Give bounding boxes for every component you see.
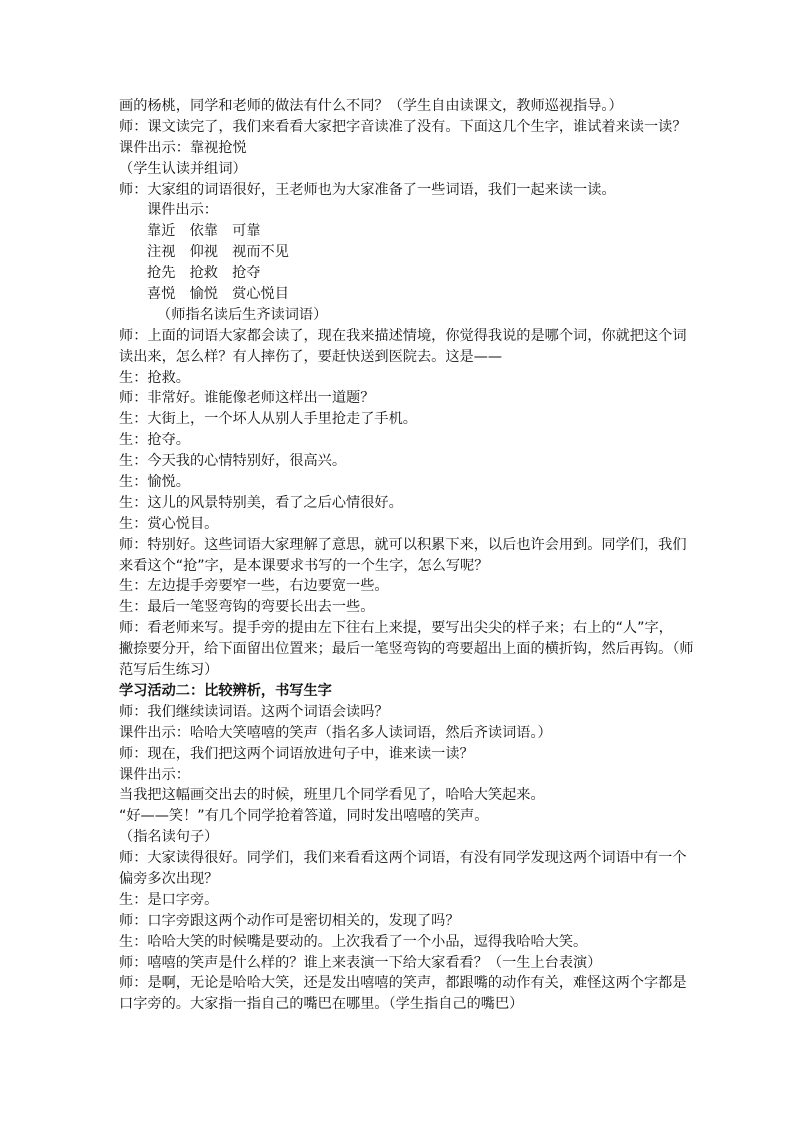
text-line: 画的杨桃，同学和老师的做法有什么不同？（学生自由读课文，教师巡视指导。） (119, 98, 623, 114)
text-line: 师：大家读得很好。同学们，我们来看看这两个词语，有没有同学发现这两个词语中有一个 (119, 850, 687, 867)
text-line: 范写后生练习） (119, 662, 219, 679)
text-line: 偏旁多次出现？ (119, 870, 219, 887)
text-line: 生：抢夺。 (119, 432, 190, 449)
text-line: 师：现在，我们把这两个词语放进句子中，谁来读一读？ (119, 745, 474, 762)
text-line: （师指名读后生齐读词语） (157, 306, 328, 323)
text-line: （指名读句子） (119, 829, 219, 846)
text-line: 生：最后一笔竖弯钩的弯要长出去一些。 (119, 599, 375, 616)
vocab-line: 抢先 抢救 抢夺 (147, 265, 261, 282)
text-line: 课件出示： (147, 202, 218, 219)
text-line: （学生认读并组词） (119, 160, 247, 177)
text-line: 师：嘻嘻的笑声是什么样的？谁上来表演一下给大家看看？（一生上台表演） (119, 954, 602, 971)
text-line: 师：我们继续读词语。这两个词语会读吗？ (119, 703, 389, 720)
text-line: 生：今天我的心情特别好，很高兴。 (119, 453, 347, 470)
text-line: 当我把这幅画交出去的时候，班里几个同学看见了，哈哈大笑起来。 (119, 787, 545, 804)
text-line: 生：哈哈大笑的时候嘴是要动的。上次我看了一个小品，逗得我哈哈大笑。 (119, 933, 588, 950)
text-line: 生：这儿的风景特别美，看了之后心情很好。 (119, 494, 403, 511)
text-line: 课件出示：靠视抢悦 (119, 139, 247, 156)
text-line: 师：看老师来写。提手旁的提由左下往右上来提，要写出尖尖的样子来；右上的“人”字， (119, 620, 673, 637)
text-line: 师：特别好。这些词语大家理解了意思，就可以积累下来，以后也许会用到。同学们，我们 (119, 536, 687, 553)
lesson-transcript (119, 96, 694, 1015)
text-line: 师：上面的词语大家都会读了，现在我来描述情境，你觉得我说的是哪个词，你就把这个词 (119, 327, 687, 344)
vocab-line: 靠近 依靠 可靠 (147, 223, 261, 240)
text-line: 师：口字旁跟这两个动作可是密切相关的，发现了吗？ (119, 912, 460, 929)
text-line: 课件出示：哈哈大笑嘻嘻的笑声（指名多人读词语，然后齐读词语。） (119, 724, 552, 741)
text-line: 读出来，怎么样？有人摔伤了，要赶快送到医院去。这是—— (119, 348, 503, 365)
text-line: 口字旁的。大家指一指自己的嘴巴在哪里。（学生指自己的嘴巴） (119, 996, 524, 1013)
text-line: 课件出示： (119, 766, 190, 783)
text-line: 撇捺要分开，给下面留出位置来；最后一笔竖弯钩的弯要超出上面的横折钩，然后再钩。（师 (119, 641, 694, 658)
text-line: 生：抢救。 (119, 369, 190, 386)
text-line: 师：非常好。谁能像老师这样出一道题？ (119, 390, 375, 407)
text-line: 生：愉悦。 (119, 474, 190, 491)
text-line: 生：左边提手旁要窄一些，右边要宽一些。 (119, 578, 389, 595)
vocab-line: 喜悦 愉悦 赏心悦目 (147, 286, 289, 303)
text-line: 来看这个“抢”字，是本课要求书写的一个生字，怎么写呢？ (119, 557, 489, 574)
text-line: 生：大街上，一个坏人从别人手里抢走了手机。 (119, 411, 417, 428)
text-line: 生：赏心悦目。 (119, 515, 219, 532)
vocab-line: 注视 仰视 视而不见 (147, 244, 289, 261)
text-line: 师：课文读完了，我们来看看大家把字音读准了没有。下面这几个生字，谁试着来读一读？ (119, 118, 687, 135)
text-line: “好——笑！”有几个同学抢着答道，同时发出嘻嘻的笑声。 (119, 808, 489, 825)
text-line: 师：是啊，无论是哈哈大笑，还是发出嘻嘻的笑声，都跟嘴的动作有关，难怪这两个字都是 (119, 975, 687, 992)
section-heading: 学习活动二：比较辨析，书写生字 (119, 682, 332, 699)
text-line: 生：是口字旁。 (119, 891, 219, 908)
text-line: 师：大家组的词语很好，王老师也为大家准备了一些词语，我们一起来读一读。 (119, 181, 616, 198)
